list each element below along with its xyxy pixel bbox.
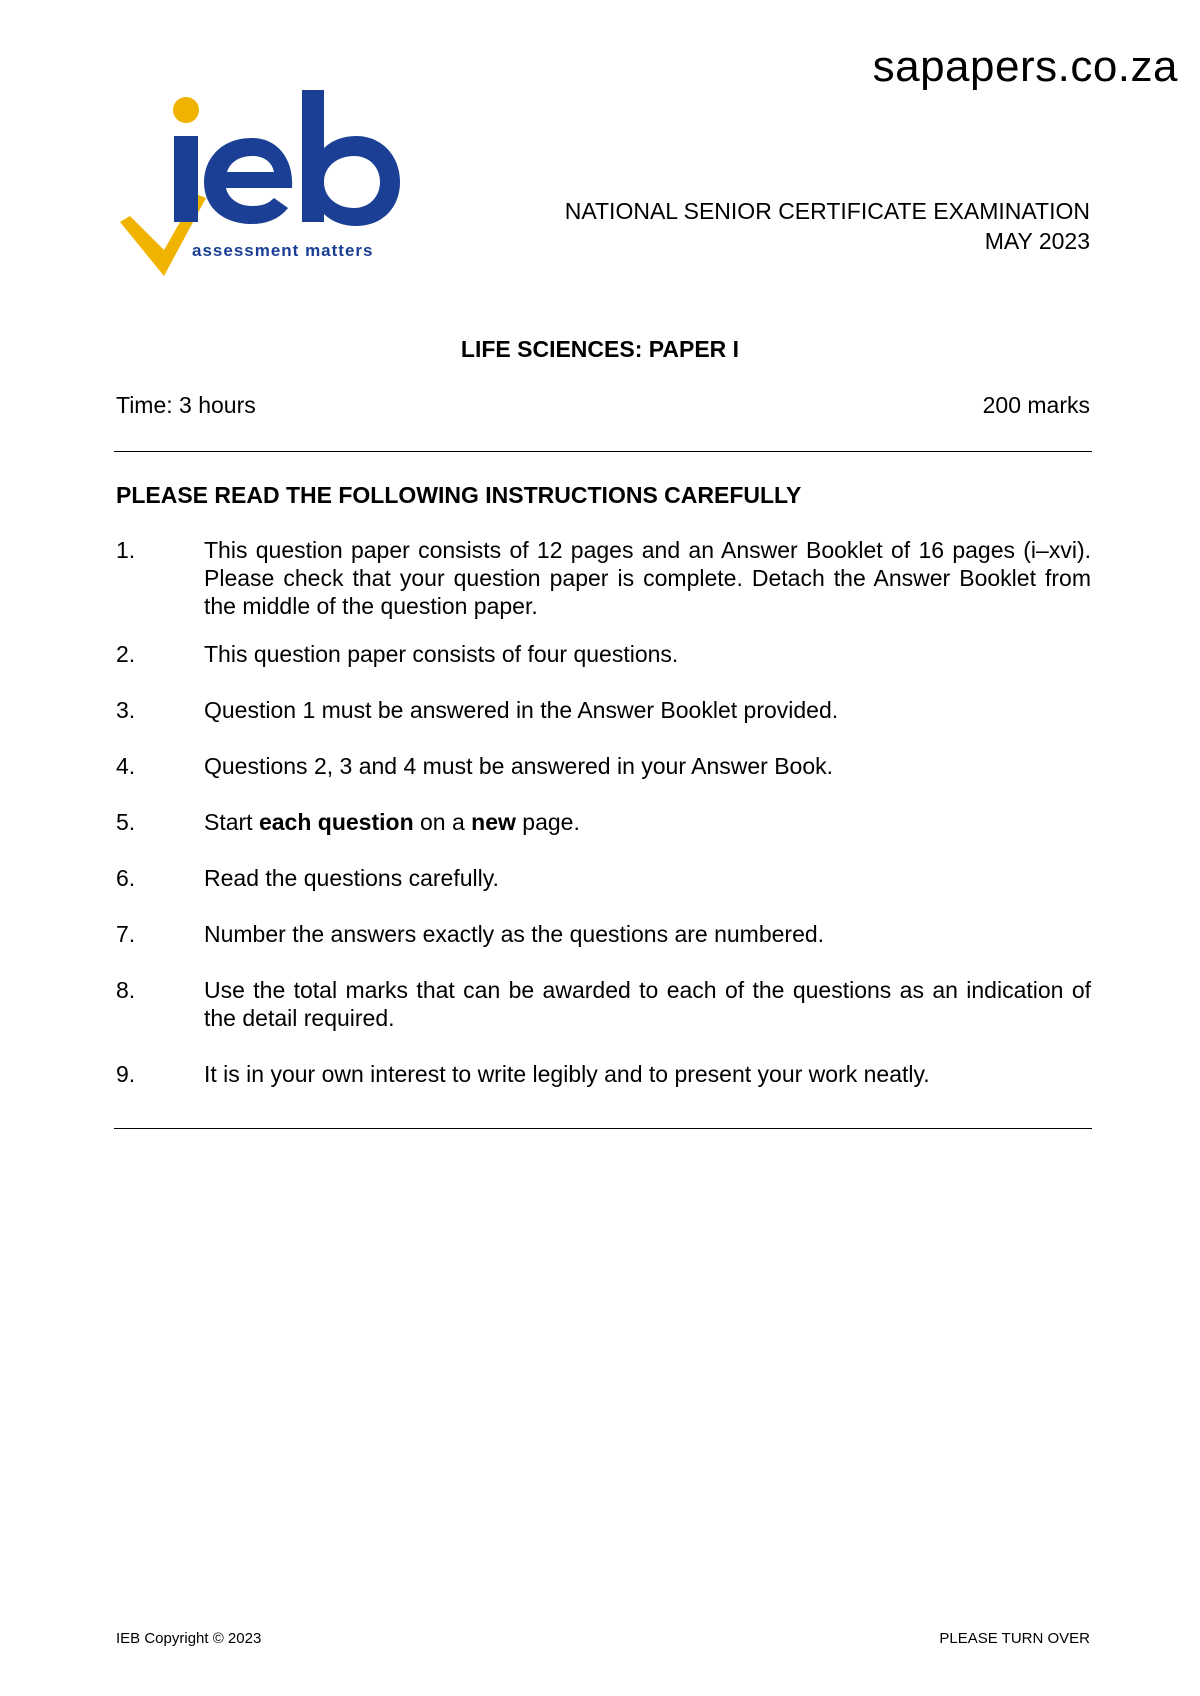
instruction-number: 9. bbox=[116, 1061, 136, 1087]
time-allowed: Time: 3 hours bbox=[116, 392, 256, 418]
logo-b bbox=[302, 90, 400, 226]
instruction-item bbox=[116, 808, 1091, 864]
instruction-number: 2. bbox=[116, 641, 136, 667]
ieb-logo-graphic bbox=[116, 90, 446, 318]
instruction-text: Number the answers exactly as the questions are numbered. bbox=[204, 921, 825, 947]
paper-title: LIFE SCIENCES: PAPER I bbox=[460, 336, 740, 362]
instruction-text: Questions 2, 3 and 4 must be answered in your Answer Book. bbox=[204, 753, 834, 779]
instruction-text: Start each question on a new page. bbox=[204, 809, 580, 835]
instruction-item bbox=[116, 864, 1091, 920]
emphasis: new bbox=[471, 809, 516, 835]
instruction-item bbox=[116, 1060, 1091, 1116]
instruction-number: 1. bbox=[116, 537, 136, 563]
instruction-item bbox=[116, 752, 1091, 808]
watermark: sapapers.co.za bbox=[872, 42, 1178, 91]
instruction-text: Question 1 must be answered in the Answer Booklet provided. bbox=[204, 697, 839, 723]
ieb-logo bbox=[116, 90, 446, 318]
instruction-number: 4. bbox=[116, 753, 136, 779]
instruction-number: 6. bbox=[116, 865, 136, 891]
instruction-item bbox=[116, 640, 1091, 696]
instruction-text: This question paper consists of four questions. bbox=[204, 641, 679, 667]
instructions-heading: PLEASE READ THE FOLLOWING INSTRUCTIONS CAREFULLY bbox=[116, 482, 802, 508]
logo-e bbox=[204, 138, 292, 224]
instruction-number: 7. bbox=[116, 921, 136, 947]
emphasis: each question bbox=[258, 809, 414, 835]
logo-tagline: assessment matters bbox=[192, 241, 374, 260]
divider-bottom bbox=[114, 1128, 1092, 1129]
exam-date: MAY 2023 bbox=[984, 228, 1090, 254]
total-marks: 200 marks bbox=[982, 392, 1090, 418]
instruction-item bbox=[116, 976, 1091, 1060]
instruction-number: 8. bbox=[116, 977, 136, 1003]
instruction-item bbox=[116, 920, 1091, 976]
instruction-text: Read the questions carefully. bbox=[204, 865, 499, 891]
footer-copyright: IEB Copyright © 2023 bbox=[116, 1630, 262, 1647]
instruction-number: 3. bbox=[116, 697, 136, 723]
instruction-text: This question paper consists of 12 pages and an Answer Booklet of 16 pages (i–xvi). Please check that your question paper is complete. Detach the Answer Booklet from the middle of the question paper. bbox=[204, 537, 1091, 619]
instructions-list bbox=[116, 536, 1091, 1116]
instruction-item bbox=[116, 696, 1091, 752]
logo-i-stem bbox=[174, 136, 198, 222]
exam-header bbox=[565, 196, 1090, 256]
footer-turn-over: PLEASE TURN OVER bbox=[939, 1630, 1090, 1647]
divider-top bbox=[114, 451, 1092, 452]
instruction-text: It is in your own interest to write legibly and to present your work neatly. bbox=[204, 1061, 930, 1087]
instruction-number: 5. bbox=[116, 809, 136, 835]
instruction-item bbox=[116, 536, 1091, 640]
instruction-text: Use the total marks that can be awarded to each of the questions as an indication of the detail required. bbox=[204, 977, 1091, 1031]
logo-i-dot bbox=[173, 97, 199, 123]
exam-name: NATIONAL SENIOR CERTIFICATE EXAMINATION bbox=[564, 198, 1090, 224]
